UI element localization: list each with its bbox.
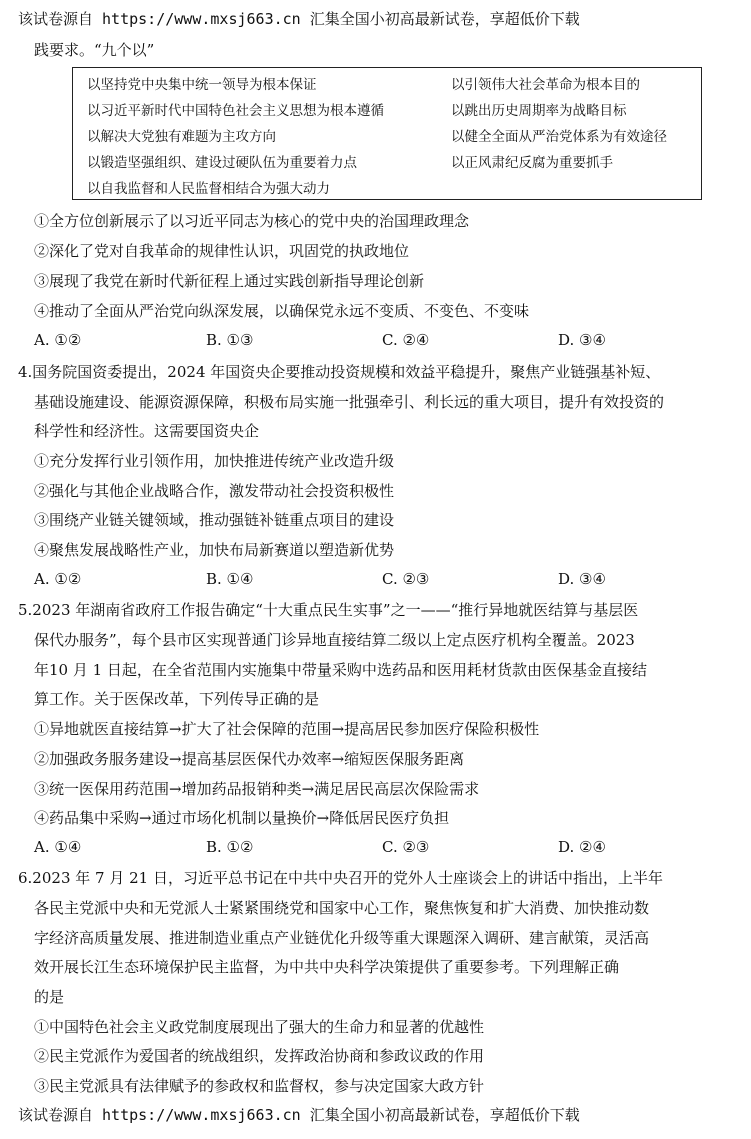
q6-stem-line-5: 的是 [34, 988, 65, 1006]
principle-item: 以坚持党中央集中统一领导为根本保证 [87, 77, 317, 93]
q6-stem-line-4: 效开展长江生态环境保护民主监督，为中共中央科学决策提供了重要参考。下列理解正确 [34, 958, 620, 976]
q6-statement-1: ①中国特色社会主义政党制度展现出了强大的生命力和显著的优越性 [34, 1018, 485, 1036]
principle-item: 以跳出历史周期率为战略目标 [451, 103, 627, 119]
q5-statement-1: ①异地就医直接结算→扩大了社会保障的范围→提高居民参加医疗保险积极性 [34, 720, 540, 738]
q6-stem-line-3: 字经济高质量发展、推进制造业重点产业链优化升级等重大课题深入调研、建言献策，灵活高 [34, 929, 650, 947]
q5-stem-line-4: 算工作。关于医保改革，下列传导正确的是 [34, 690, 320, 708]
principle-item: 以健全全面从严治党体系为有效途径 [451, 129, 667, 145]
q3-statement-3: ③展现了我党在新时代新征程上通过实践创新指导理论创新 [34, 272, 425, 290]
q4-option-b: B. ①④ [206, 570, 254, 588]
principle-item: 以正风肃纪反腐为重要抓手 [451, 155, 613, 171]
q4-option-a: A. ①② [34, 570, 82, 588]
q4-stem-line-1: 4.国务院国资委提出，2024 年国资央企要推动投资规模和效益平稳提升，聚焦产业链强基补短、 [18, 363, 661, 381]
q5-option-a: A. ①④ [34, 838, 82, 856]
principle-item: 以解决大党独有难题为主攻方向 [87, 129, 276, 145]
q5-stem-line-2: 保代办服务”，每个县市区实现普通门诊异地直接结算二级以上定点医疗机构全覆盖。2023 [34, 631, 635, 649]
q6-stem-line-2: 各民主党派中央和无党派人士紧紧围绕党和国家中心工作，聚焦恢复和扩大消费、加快推动数 [34, 899, 650, 917]
q4-statement-3: ③围绕产业链关键领域，推动强链补链重点项目的建设 [34, 511, 395, 529]
q5-option-d: D. ②④ [558, 838, 606, 856]
q3-statement-2: ②深化了党对自我革命的规律性认识，巩固党的执政地位 [34, 242, 410, 260]
q5-statement-4: ④药品集中采购→通过市场化机制以量换价→降低居民医疗负担 [34, 809, 450, 827]
q4-stem-line-3: 科学性和经济性。这需要国资央企 [34, 422, 260, 440]
q3-statement-4: ④推动了全面从严治党向纵深发展，以确保党永远不变质、不变色、不变味 [34, 302, 530, 320]
q4-option-d: D. ③④ [558, 570, 606, 588]
q3-option-d: D. ③④ [558, 331, 606, 349]
q5-option-b: B. ①② [206, 838, 254, 856]
q3-option-b: B. ①③ [206, 331, 254, 349]
principle-item: 以引领伟大社会革命为根本目的 [451, 77, 640, 93]
q5-stem-line-1: 5.2023 年湖南省政府工作报告确定“十大重点民生实事”之一——“推行异地就医结算与基层医 [18, 601, 639, 619]
principle-item: 以习近平新时代中国特色社会主义思想为根本遵循 [87, 103, 384, 119]
source-watermark-header: 该试卷源自 https://www.mxsj663.cn 汇集全国小初高最新试卷，享超低价下载 [18, 10, 580, 28]
principle-item: 以锻造坚强组织、建设过硬队伍为重要着力点 [87, 155, 357, 171]
q6-statement-2: ②民主党派作为爱国者的统战组织，发挥政治协商和参政议政的作用 [34, 1047, 485, 1065]
q4-stem-line-2: 基础设施建设、能源资源保障，积极布局实施一批强牵引、利长远的重大项目，提升有效投资的 [34, 393, 665, 411]
principle-item: 以自我监督和人民监督相结合为强大动力 [87, 181, 330, 197]
q4-statement-4: ④聚焦发展战略性产业，加快布局新赛道以塑造新优势 [34, 541, 395, 559]
q4-statement-1: ①充分发挥行业引领作用，加快推进传统产业改造升级 [34, 452, 395, 470]
nine-principles-box [72, 67, 702, 200]
q6-stem-line-1: 6.2023 年 7 月 21 日，习近平总书记在中共中央召开的党外人士座谈会上的讲话中指出，上半年 [18, 869, 663, 887]
q5-statement-2: ②加强政务服务建设→提高基层医保代办效率→缩短医保服务距离 [34, 750, 465, 768]
q3-option-c: C. ②④ [382, 331, 430, 349]
q4-statement-2: ②强化与其他企业战略合作，激发带动社会投资积极性 [34, 482, 395, 500]
q5-statement-3: ③统一医保用药范围→增加药品报销种类→满足居民高层次保险需求 [34, 780, 480, 798]
q3-statement-1: ①全方位创新展示了以习近平同志为核心的党中央的治国理政理念 [34, 212, 470, 230]
q5-stem-line-3: 年10 月 1 日起，在全省范围内实施集中带量采购中选药品和医用耗材货款由医保基金直接结 [34, 661, 647, 679]
q3-intro: 践要求。“九个以” [34, 41, 155, 59]
q5-option-c: C. ②③ [382, 838, 430, 856]
q6-statement-3: ③民主党派具有法律赋予的参政权和监督权，参与决定国家大政方针 [34, 1077, 485, 1095]
q3-option-a: A. ①② [34, 331, 82, 349]
q4-option-c: C. ②③ [382, 570, 430, 588]
source-watermark-footer: 该试卷源自 https://www.mxsj663.cn 汇集全国小初高最新试卷，享超低价下载 [18, 1106, 580, 1124]
